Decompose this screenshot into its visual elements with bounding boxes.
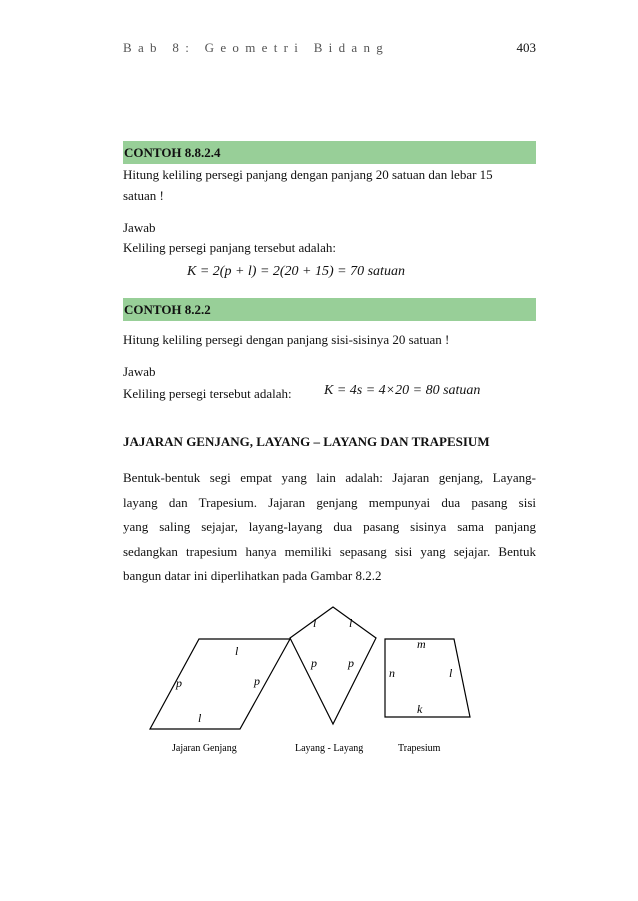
example1-title-bar: CONTOH 8.8.2.4 [123, 141, 536, 164]
parallelogram-caption: Jajaran Genjang [172, 743, 237, 754]
example1-question-line1: Hitung keliling persegi panjang dengan panjang 20 satuan dan lebar 15 [123, 167, 493, 182]
chapter-title: Bab 8: Geometri Bidang [123, 40, 390, 55]
kite-label-lower-right: p [348, 656, 354, 670]
example2-formula: K = 4s = 4×20 = 80 satuan [324, 383, 481, 398]
example2-question: Hitung keliling persegi dengan panjang sisi-sisinya 20 satuan ! [123, 332, 450, 347]
trapezoid-label-left: n [389, 666, 395, 680]
example1-answer-text: Keliling persegi panjang tersebut adalah: [123, 240, 336, 255]
kite-label-upper-left: l [313, 616, 317, 630]
paragraph-line: bangun datar ini diperlihatkan pada Gambar 8.2.2 [123, 568, 382, 583]
parallelogram-shape [150, 639, 290, 729]
trapezoid-caption: Trapesium [398, 743, 441, 754]
trapezoid-shape [385, 639, 470, 717]
trapezoid-label-bottom: k [417, 702, 423, 716]
trapezoid-label-right: l [449, 666, 453, 680]
example2-answer-label: Jawab [123, 364, 156, 379]
trapezoid-label-top: m [417, 637, 426, 651]
example2-title-bar: CONTOH 8.2.2 [123, 298, 536, 321]
paragraph-line: layang dan Trapesium. Jajaran genjang mempunyai dua pasang sisi [123, 494, 536, 510]
kite-shape [290, 607, 376, 724]
kite-label-lower-left: p [311, 656, 317, 670]
parallelogram-label-left: p [176, 676, 182, 690]
example1-answer-label: Jawab [123, 220, 156, 235]
example1-formula: K = 2(p + l) = 2(20 + 15) = 70 satuan [187, 264, 405, 279]
paragraph-line: Bentuk-bentuk segi empat yang lain adalah: Jajaran genjang, Layang- [123, 470, 536, 485]
kite-label-upper-right: l [349, 616, 353, 630]
section-heading: JAJARAN GENJANG, LAYANG – LAYANG DAN TRAPESIUM [123, 434, 490, 449]
paragraph-line: yang saling sejajar, layang-layang dua pasang sisinya sama panjang [123, 519, 536, 534]
parallelogram-label-right: p [254, 674, 260, 688]
page-number: 403 [516, 40, 536, 55]
paragraph-line: sedangkan trapesium hanya memiliki sepasang sisi yang sejajar. Bentuk [123, 543, 536, 559]
example1-question-line2: satuan ! [123, 188, 164, 203]
parallelogram-label-bottom: l [198, 711, 202, 725]
kite-caption: Layang - Layang [295, 743, 364, 754]
parallelogram-label-top: l [235, 644, 239, 658]
example2-answer-text: Keliling persegi tersebut adalah: [123, 386, 292, 401]
